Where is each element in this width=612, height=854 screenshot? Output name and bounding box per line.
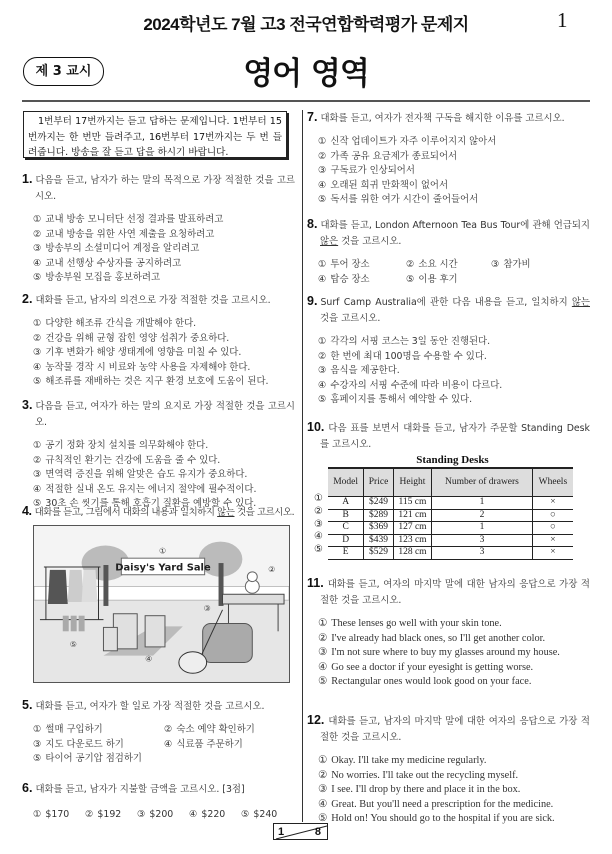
answer-options [307,617,590,690]
option-marker: ④ [318,661,328,673]
table-cell: 3 [432,534,533,547]
option-marker: ② [318,769,328,781]
row-marker: ② [314,505,323,517]
option-marker: ② [318,632,328,644]
table-header: Wheels [532,468,573,497]
prompt-text: 다음을 듣고, 여자가 하는 말의 요지로 가장 적절한 것을 고르시오. [35,401,295,428]
option-text: 신작 업데이트가 자주 이루어지지 않아서 [330,136,497,147]
question-number: 9. [307,294,318,308]
answer-options [307,135,590,208]
prompt-text: 것을 고르시오. [338,236,402,247]
label-3: ③ [203,603,211,613]
table-cell: × [532,497,573,510]
question-number: 10. [307,420,325,434]
question-6 [22,780,295,823]
header-divider [22,100,590,102]
answer-options [22,213,295,286]
option-marker: ④ [189,809,198,820]
option-text: 규칙적인 환기는 건강에 도움을 줄 수 있다. [45,454,221,466]
question-5 [22,697,295,767]
option-marker: ④ [318,179,327,191]
answer-options [307,335,590,408]
option-marker: ③ [318,647,328,659]
prompt-emphasis: 않은 [320,236,339,247]
option-text: 오래된 희귀 만화책이 없어서 [330,179,449,191]
question-number: 4. [22,504,32,518]
answer-option-4[interactable] [318,273,406,288]
question-prompt [22,397,295,431]
subject-title: 영어 영역 [243,56,369,92]
answer-option-5[interactable] [318,193,590,208]
question-prompt [22,780,295,798]
prompt-emphasis: 않는 [571,297,590,308]
option-text: 교내 방송 모니터단 선정 결과를 발표하려고 [45,214,224,225]
option-text: Okay. I'll take my medicine regularly. [331,755,487,766]
answer-option-2[interactable] [164,723,295,738]
option-marker: ⑤ [33,376,42,388]
question-prompt [22,503,295,521]
prompt-text: 대화를 듣고, London Afternoon Tea Bus Tour에 관해 언급되지 [320,220,590,231]
answer-options [22,723,295,767]
option-text: 농작물 경작 시 비료와 농약 사용을 자제해야 한다. [45,361,251,373]
option-text: $192 [97,809,122,820]
option-marker: ④ [33,483,42,495]
rabbit-doll-icon [245,572,259,593]
option-text: 방송부원 모집을 홍보하려고 [45,272,161,284]
option-marker: ③ [318,784,328,796]
answer-option-4[interactable] [164,738,295,753]
answer-option-2[interactable] [33,454,295,469]
answer-option-4[interactable] [33,483,295,498]
answer-option-4[interactable] [318,798,590,813]
table-cell: $529 [364,547,394,560]
option-text: 홈페이지를 통해서 예약할 수 있다. [330,394,473,406]
table-cell: $369 [364,522,394,535]
table-cell: $289 [364,509,394,522]
option-marker: ⑤ [241,809,250,820]
answer-option-2[interactable] [33,332,295,347]
option-marker: ⑤ [406,273,415,285]
question-number: 2. [22,292,33,306]
table-cell: × [532,534,573,547]
option-text: Hold on! You should go to the hospital if you are sick. [331,813,555,825]
option-text: 음식을 제공한다. [330,365,400,377]
question-prompt [22,171,295,205]
option-marker: ① [33,809,42,820]
option-marker: ④ [164,738,173,750]
question-number: 7. [307,110,318,124]
answer-options [22,808,295,823]
answer-option-2[interactable] [318,350,590,365]
option-text: No worries. I'll take out the recycling myself. [331,769,519,781]
table-cell: 2 [432,509,533,522]
answer-option-1[interactable] [318,754,590,769]
question-prompt [307,216,590,250]
answer-option-5[interactable] [241,808,293,823]
option-marker: ⑤ [33,272,42,284]
table-cell: $249 [364,497,394,510]
label-5: ⑤ [69,639,77,649]
option-text: $200 [149,809,174,820]
question-number: 5. [22,698,33,712]
prompt-text: 대화를 듣고, 그림에서 대화의 내용과 일치하지 [34,507,218,518]
prompt-text: 것을 고르시오. [234,507,295,518]
option-text: 교내 선행상 수상자를 공지하려고 [45,257,182,269]
option-marker: ① [318,618,328,629]
option-text: 기후 변화가 해양 생태계에 영향을 미칠 수 있다. [45,347,242,359]
answer-option-3[interactable] [33,346,295,361]
page-number-label: 1 [557,8,568,32]
option-text: 가족 공유 요금제가 종료되어서 [330,150,458,162]
option-text: Rectangular ones would look good on your face. [331,676,532,688]
prompt-text: 대화를 듣고, 남자의 마지막 말에 대한 여자의 응답으로 가장 적절한 것을 고르시오. [320,716,590,743]
option-text: 30초 손 씻기를 통해 호흡기 질환을 예방할 수 있다. [45,498,257,510]
option-text: Great. But you'll need a prescription for the medicine. [331,798,554,810]
table-cell: C [328,522,364,535]
answer-option-2[interactable] [318,150,590,165]
question-number: 8. [307,217,318,231]
option-text: 공기 정화 장치 설치를 의무화해야 한다. [45,440,209,451]
prompt-text: 다음을 듣고, 남자가 하는 말의 목적으로 가장 적절한 것을 고르시오. [35,175,295,202]
option-text: I've already had black ones, so I'll get another color. [331,632,546,644]
option-marker: ⑤ [318,676,328,688]
answer-option-3[interactable] [318,646,590,661]
table-cell: ○ [532,522,573,535]
yard-sale-sign: Daisy's Yard Sale [115,562,211,574]
answer-option-2[interactable] [85,808,137,823]
answer-options [22,317,295,390]
option-text: 면역력 증진을 위해 알맞은 습도 유지가 중요하다. [45,469,248,481]
label-1: ① [159,546,167,556]
option-marker: ⑤ [33,498,42,510]
option-marker: ① [318,336,327,347]
option-marker: ② [85,809,94,820]
prompt-text: 대화를 듣고, 남자의 의견으로 가장 적절한 것을 고르시오. [35,295,271,306]
option-text: 수강자의 서핑 수준에 따라 비용이 다르다. [330,379,503,391]
answer-option-1[interactable] [33,213,295,228]
option-marker: ③ [33,243,42,255]
question-prompt [307,575,590,609]
total-pages: 8 [314,826,321,838]
question-8 [307,216,590,287]
option-marker: ⑤ [318,813,328,825]
option-marker: ④ [318,273,327,285]
question-1 [22,171,295,286]
option-marker: ① [33,318,42,329]
option-marker: ① [33,214,42,225]
prompt-text: 대화를 듣고, 남자가 지불할 금액을 고르시오. [3점] [35,784,245,795]
option-text: 타이어 공기압 점검하기 [45,753,142,765]
answer-option-1[interactable] [318,258,406,273]
answer-option-1[interactable] [318,335,590,350]
option-marker: ③ [33,347,42,359]
prompt-emphasis: 않는 [217,507,235,518]
option-marker: ② [318,150,327,162]
answer-option-2[interactable] [318,632,590,647]
option-marker: ① [318,755,328,766]
table-cell: $439 [364,534,394,547]
option-text: 한 번에 최대 100명을 수용할 수 있다. [330,350,487,362]
answer-option-3[interactable] [318,164,590,179]
question-10 [307,419,590,453]
question-4 [22,503,295,521]
option-marker: ② [33,228,42,240]
option-text: I see. I'll drop by there and place it in the box. [331,784,521,796]
table-cell: 128 cm [393,547,431,560]
option-text: 소요 시간 [418,259,458,270]
question-2 [22,291,295,390]
question-number: 6. [22,781,33,795]
answer-option-2[interactable] [33,228,295,243]
question-number: 12. [307,713,325,727]
answer-options [22,439,295,512]
option-marker: ② [164,724,173,735]
option-marker: ② [406,259,415,270]
question-prompt [307,419,590,453]
table-cell: 1 [432,497,533,510]
table-cell: 127 cm [393,522,431,535]
answer-option-3[interactable] [491,258,576,273]
option-text: 탑승 장소 [330,273,370,285]
answer-option-3[interactable] [318,783,590,798]
option-text: 다양한 해조류 간식을 개발해야 한다. [45,318,197,329]
option-text: These lenses go well with your skin tone. [331,618,502,629]
option-text: $170 [45,809,70,820]
answer-option-1[interactable] [318,135,590,150]
answer-option-1[interactable] [33,439,295,454]
table-row [328,522,573,535]
answer-option-3[interactable] [137,808,189,823]
option-text: 구독료가 인상되어서 [330,165,415,177]
question-prompt [307,712,590,746]
question-number: 1. [22,172,33,186]
answer-option-4[interactable] [33,257,295,272]
option-text: 투어 장소 [330,259,370,270]
table-row [328,509,573,522]
answer-option-4[interactable] [318,379,590,394]
question-prompt [307,293,590,327]
option-marker: ① [33,440,42,451]
question-11 [307,575,590,690]
option-marker: ④ [33,361,42,373]
row-marker: ① [314,493,323,504]
question-3 [22,397,295,512]
option-marker: ② [318,350,327,362]
answer-options [307,754,590,827]
option-marker: ⑤ [318,394,327,406]
option-text: Go see a doctor if your eyesight is getting worse. [331,661,534,673]
table-cell: 115 cm [393,497,431,510]
answer-option-3[interactable] [318,364,590,379]
option-text: 교내 방송을 위한 사연 제출을 요청하려고 [45,228,215,240]
answer-option-1[interactable] [33,808,85,823]
question-prompt [22,291,295,309]
option-marker: ③ [137,809,146,820]
answer-option-5[interactable] [33,271,295,286]
option-marker: ④ [318,798,328,810]
table-header: Number of drawers [432,468,533,497]
table-row [328,534,573,547]
answer-option-5[interactable] [318,675,590,690]
answer-options [307,258,590,287]
option-marker: ② [33,454,42,466]
option-marker: ① [33,724,42,735]
question-9 [307,293,590,408]
option-marker: ⑤ [33,753,42,765]
answer-option-4[interactable] [318,661,590,676]
option-marker: ① [318,136,327,147]
prompt-text: 다음 표를 보면서 대화를 듣고, 남자가 주문할 Standing Desk를 고르시오. [320,423,590,450]
option-marker: ③ [318,365,327,377]
table-cell: 1 [432,522,533,535]
option-text: 이용 후기 [418,273,458,285]
page-indicator [273,823,328,840]
answer-option-4[interactable] [33,361,295,376]
option-text: 건강을 위해 균형 잡힌 영양 섭취가 중요하다. [45,332,230,344]
table-cell: 3 [432,547,533,560]
prompt-text: 것을 고르시오. [320,313,381,324]
option-text: 독서를 위한 여가 시간이 줄어들어서 [330,194,479,206]
answer-option-2[interactable] [406,258,491,273]
standing-desks-table [328,467,573,560]
question-number: 3. [22,398,33,412]
answer-option-5[interactable] [33,752,164,767]
option-marker: ② [33,332,42,344]
table-header: Height [393,468,431,497]
table-cell: 121 cm [393,509,431,522]
answer-option-5[interactable] [33,375,295,390]
option-marker: ④ [33,257,42,269]
option-text: 적절한 실내 온도 유지는 에너지 절약에 필수적이다. [45,483,257,495]
table-header: Model [328,468,364,497]
table-cell: B [328,509,364,522]
table-row [328,547,573,560]
question-7 [307,109,590,208]
prompt-text: 대화를 듣고, 여자가 전자책 구독을 해지한 이유를 고르시오. [320,113,565,124]
option-text: 참가비 [503,259,531,270]
table-header: Price [364,468,394,497]
option-text: 방송부의 소셜미디어 계정을 알리려고 [45,243,200,255]
period-badge: 제 3 교시 [23,57,104,86]
question-prompt [307,109,590,127]
table-cell: 123 cm [393,534,431,547]
option-marker: ③ [318,165,327,177]
row-marker: ④ [314,531,323,543]
row-marker: ③ [314,518,323,530]
label-4: ④ [145,654,153,664]
column-divider [302,110,303,822]
prompt-text: 대화를 듣고, 여자의 마지막 말에 대한 남자의 응답으로 가장 적절한 것을 고르시오. [320,579,590,606]
question-12 [307,712,590,827]
option-text: 각각의 서핑 코스는 3일 동안 진행된다. [330,336,491,347]
prompt-text: Surf Camp Australia에 관한 다음 내용을 듣고, 일치하지 [320,297,572,308]
answer-option-1[interactable] [33,317,295,332]
option-text: $240 [253,809,278,820]
table-title: Standing Desks [416,454,489,466]
answer-option-4[interactable] [189,808,241,823]
answer-option-1[interactable] [33,723,164,738]
table-cell: × [532,547,573,560]
option-marker: ⑤ [318,194,327,206]
answer-option-1[interactable] [318,617,590,632]
table-row-markers [314,493,323,557]
answer-option-5[interactable] [318,393,590,408]
label-2: ② [268,564,276,574]
row-marker: ⑤ [314,544,323,556]
exam-title: 2024학년도 7월 고3 전국연합학력평가 문제지 [143,15,469,34]
question-number: 11. [307,576,324,590]
option-text: 해조류를 재배하는 것은 지구 환경 보호에 도움이 된다. [45,376,269,388]
answer-option-3[interactable] [33,242,295,257]
answer-option-5[interactable] [318,812,590,827]
socks-icon [63,616,85,632]
table-cell: ○ [532,509,573,522]
question-prompt [22,697,295,715]
answer-option-3[interactable] [33,468,295,483]
option-marker: ③ [33,738,42,750]
table-cell: A [328,497,364,510]
current-page: 1 [278,826,285,838]
table-cell: E [328,547,364,560]
option-text: 숙소 예약 확인하기 [176,724,255,735]
option-text: 식료품 주문하기 [176,738,243,750]
option-text: $220 [201,809,226,820]
answer-option-4[interactable] [318,179,590,194]
table-cell: D [328,534,364,547]
option-marker: ③ [33,469,42,481]
option-marker: ① [318,259,327,270]
option-text: 지도 다운로드 하기 [45,738,124,750]
table-row [328,497,573,510]
answer-option-2[interactable] [318,769,590,784]
option-marker: ③ [491,259,500,270]
listening-notice: 1번부터 17번까지는 듣고 답하는 문제입니다. 1번부터 15번까지는 한 번만 들려주고, 16번부터 17번까지는 두 번 들려줍니다. 방송을 잘 듣고 답을 하시기 바랍니다. [23,111,287,158]
answer-option-3[interactable] [33,738,164,753]
prompt-text: 대화를 듣고, 여자가 할 일로 가장 적절한 것을 고르시오. [35,701,265,712]
armchair-icon [203,624,253,663]
answer-option-5[interactable] [406,273,491,288]
option-text: I'm not sure where to buy my glasses around my house. [331,647,560,659]
option-text: 썰매 구입하기 [45,724,103,735]
yard-sale-picture [33,525,290,683]
option-marker: ④ [318,379,327,391]
